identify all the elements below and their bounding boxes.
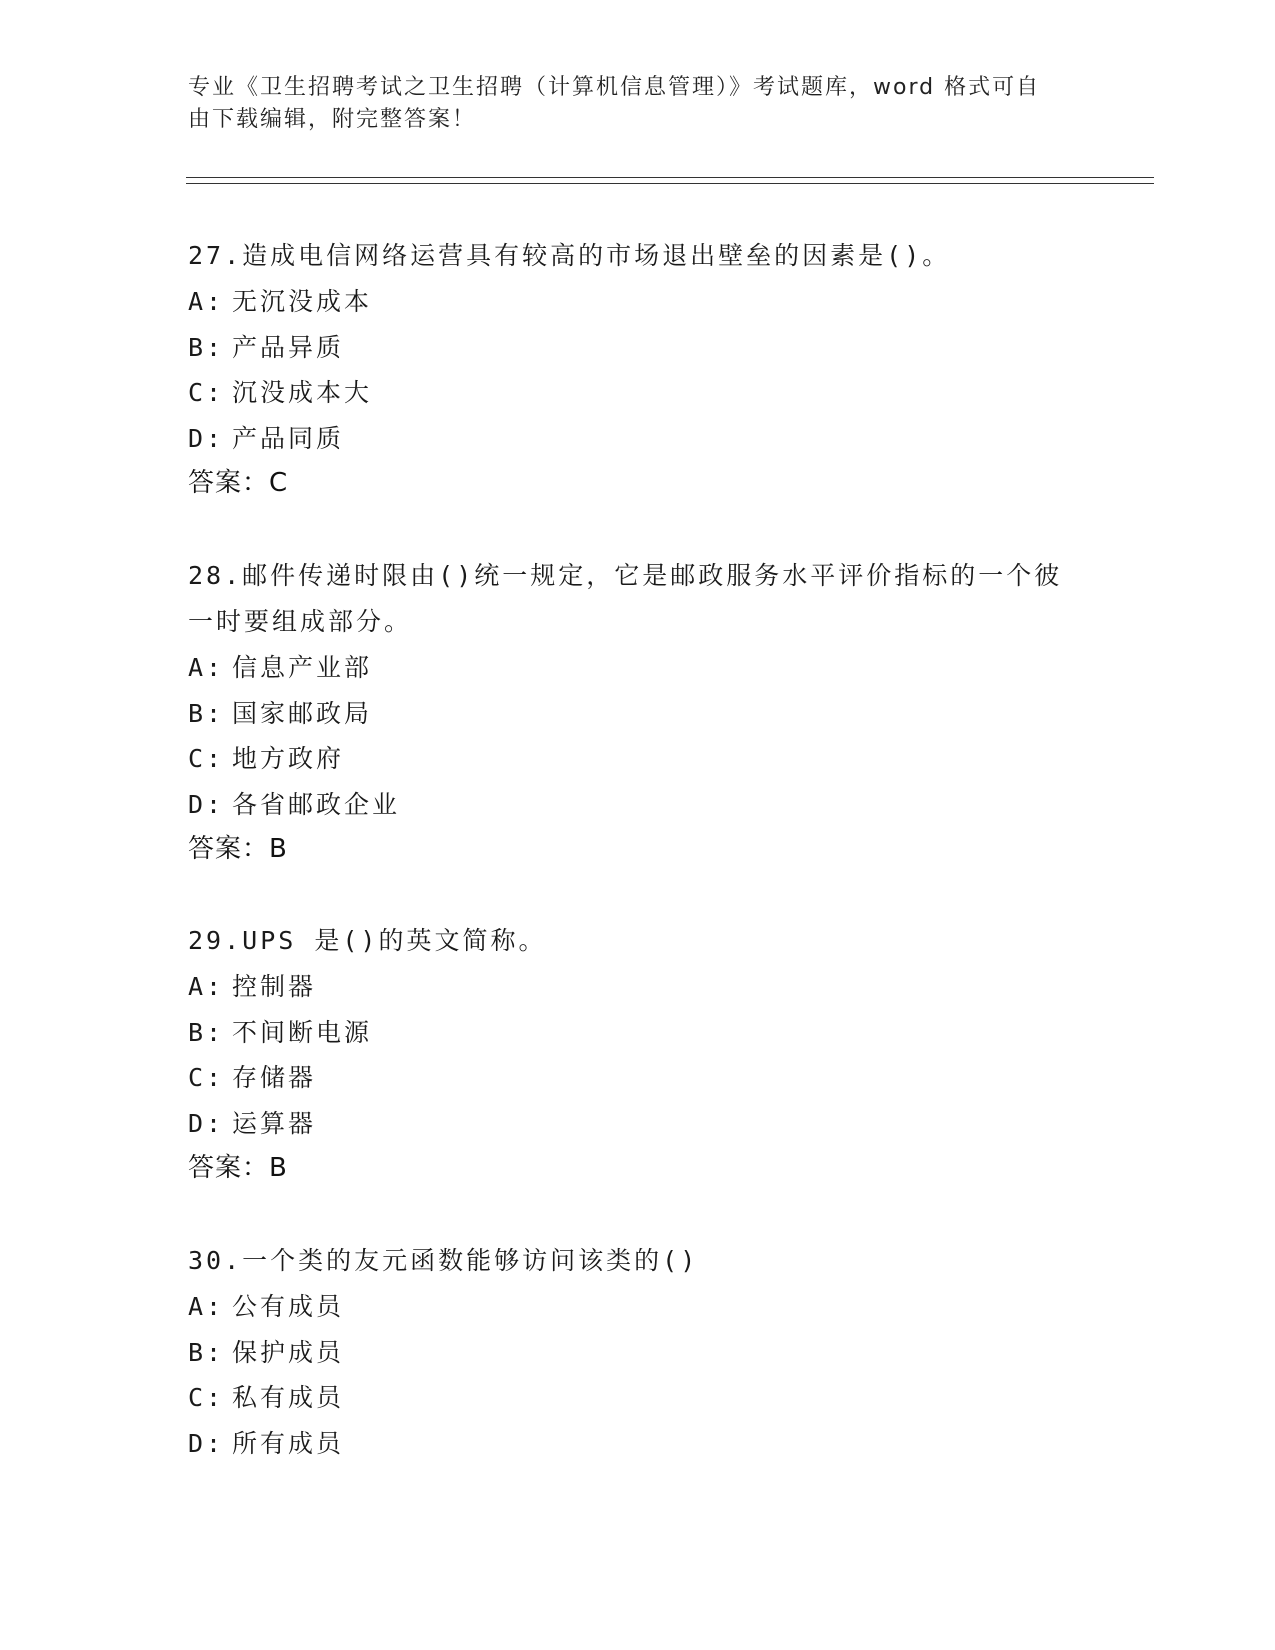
option-c xyxy=(188,1055,1088,1101)
option-text: 不间断电源 xyxy=(232,1017,373,1047)
option-text: 所有成员 xyxy=(232,1428,345,1458)
header-line-1: 专业《卫生招聘考试之卫生招聘（计算机信息管理）》考试题库，word 格式可自 xyxy=(188,75,1041,100)
option-d xyxy=(188,782,1088,828)
header-line-2: 由下载编辑，附完整答案！ xyxy=(188,107,477,132)
option-b xyxy=(188,325,1088,371)
option-b xyxy=(188,691,1088,737)
option-text: 公有成员 xyxy=(232,1292,345,1321)
option-d xyxy=(188,1421,1088,1467)
option-text: 各省邮政企业 xyxy=(232,789,401,819)
option-text: 国家邮政局 xyxy=(232,698,373,728)
option-text: 产品同质 xyxy=(232,423,345,453)
option-label: C: xyxy=(188,1063,225,1092)
option-label: B: xyxy=(188,1337,225,1367)
question-28 xyxy=(188,553,1088,873)
option-label: B: xyxy=(188,698,225,728)
option-label: B: xyxy=(188,1017,225,1047)
option-text: 控制器 xyxy=(232,972,317,1001)
option-c xyxy=(188,370,1088,416)
answer: 答案：C xyxy=(188,468,289,498)
question-stem: 28.邮件传递时限由()统一规定，它是邮政服务水平评价指标的一个彼一时要组成部分。 xyxy=(188,561,1063,636)
option-b xyxy=(188,1330,1088,1376)
option-label: A: xyxy=(188,287,225,316)
question-stem: 27.造成电信网络运营具有较高的市场退出壁垒的因素是()。 xyxy=(188,241,951,270)
option-label: D: xyxy=(188,423,225,453)
option-label: A: xyxy=(188,653,225,682)
option-label: B: xyxy=(188,332,225,362)
option-c xyxy=(188,736,1088,782)
option-d xyxy=(188,416,1088,462)
option-label: A: xyxy=(188,1292,225,1321)
option-d xyxy=(188,1101,1088,1147)
document-header xyxy=(188,72,1068,136)
question-30 xyxy=(188,1238,1088,1466)
question-stem: 30.一个类的友元函数能够访问该类的() xyxy=(188,1246,699,1275)
option-text: 无沉没成本 xyxy=(232,287,373,316)
option-a xyxy=(188,645,1088,691)
question-stem: 29.UPS 是()的英文简称。 xyxy=(188,926,547,955)
option-text: 保护成员 xyxy=(232,1337,345,1367)
option-c xyxy=(188,1375,1088,1421)
header-rule-top xyxy=(186,177,1154,178)
answer: 答案：B xyxy=(188,834,288,864)
option-text: 产品异质 xyxy=(232,332,345,362)
header-rule-bottom xyxy=(186,183,1154,184)
option-a xyxy=(188,279,1088,325)
option-label: C: xyxy=(188,744,225,773)
option-label: C: xyxy=(188,1383,225,1412)
option-b xyxy=(188,1010,1088,1056)
option-text: 地方政府 xyxy=(232,744,345,773)
option-label: C: xyxy=(188,378,225,407)
answer: 答案：B xyxy=(188,1153,288,1183)
option-text: 沉没成本大 xyxy=(232,378,373,407)
option-text: 存储器 xyxy=(232,1063,317,1092)
option-label: D: xyxy=(188,789,225,819)
option-label: D: xyxy=(188,1108,225,1138)
option-label: D: xyxy=(188,1428,225,1458)
option-text: 私有成员 xyxy=(232,1383,345,1412)
question-27 xyxy=(188,233,1088,507)
option-a xyxy=(188,1284,1088,1330)
question-29 xyxy=(188,918,1088,1192)
option-text: 信息产业部 xyxy=(232,653,373,682)
option-label: A: xyxy=(188,972,225,1001)
option-text: 运算器 xyxy=(232,1108,317,1138)
option-a xyxy=(188,964,1088,1010)
